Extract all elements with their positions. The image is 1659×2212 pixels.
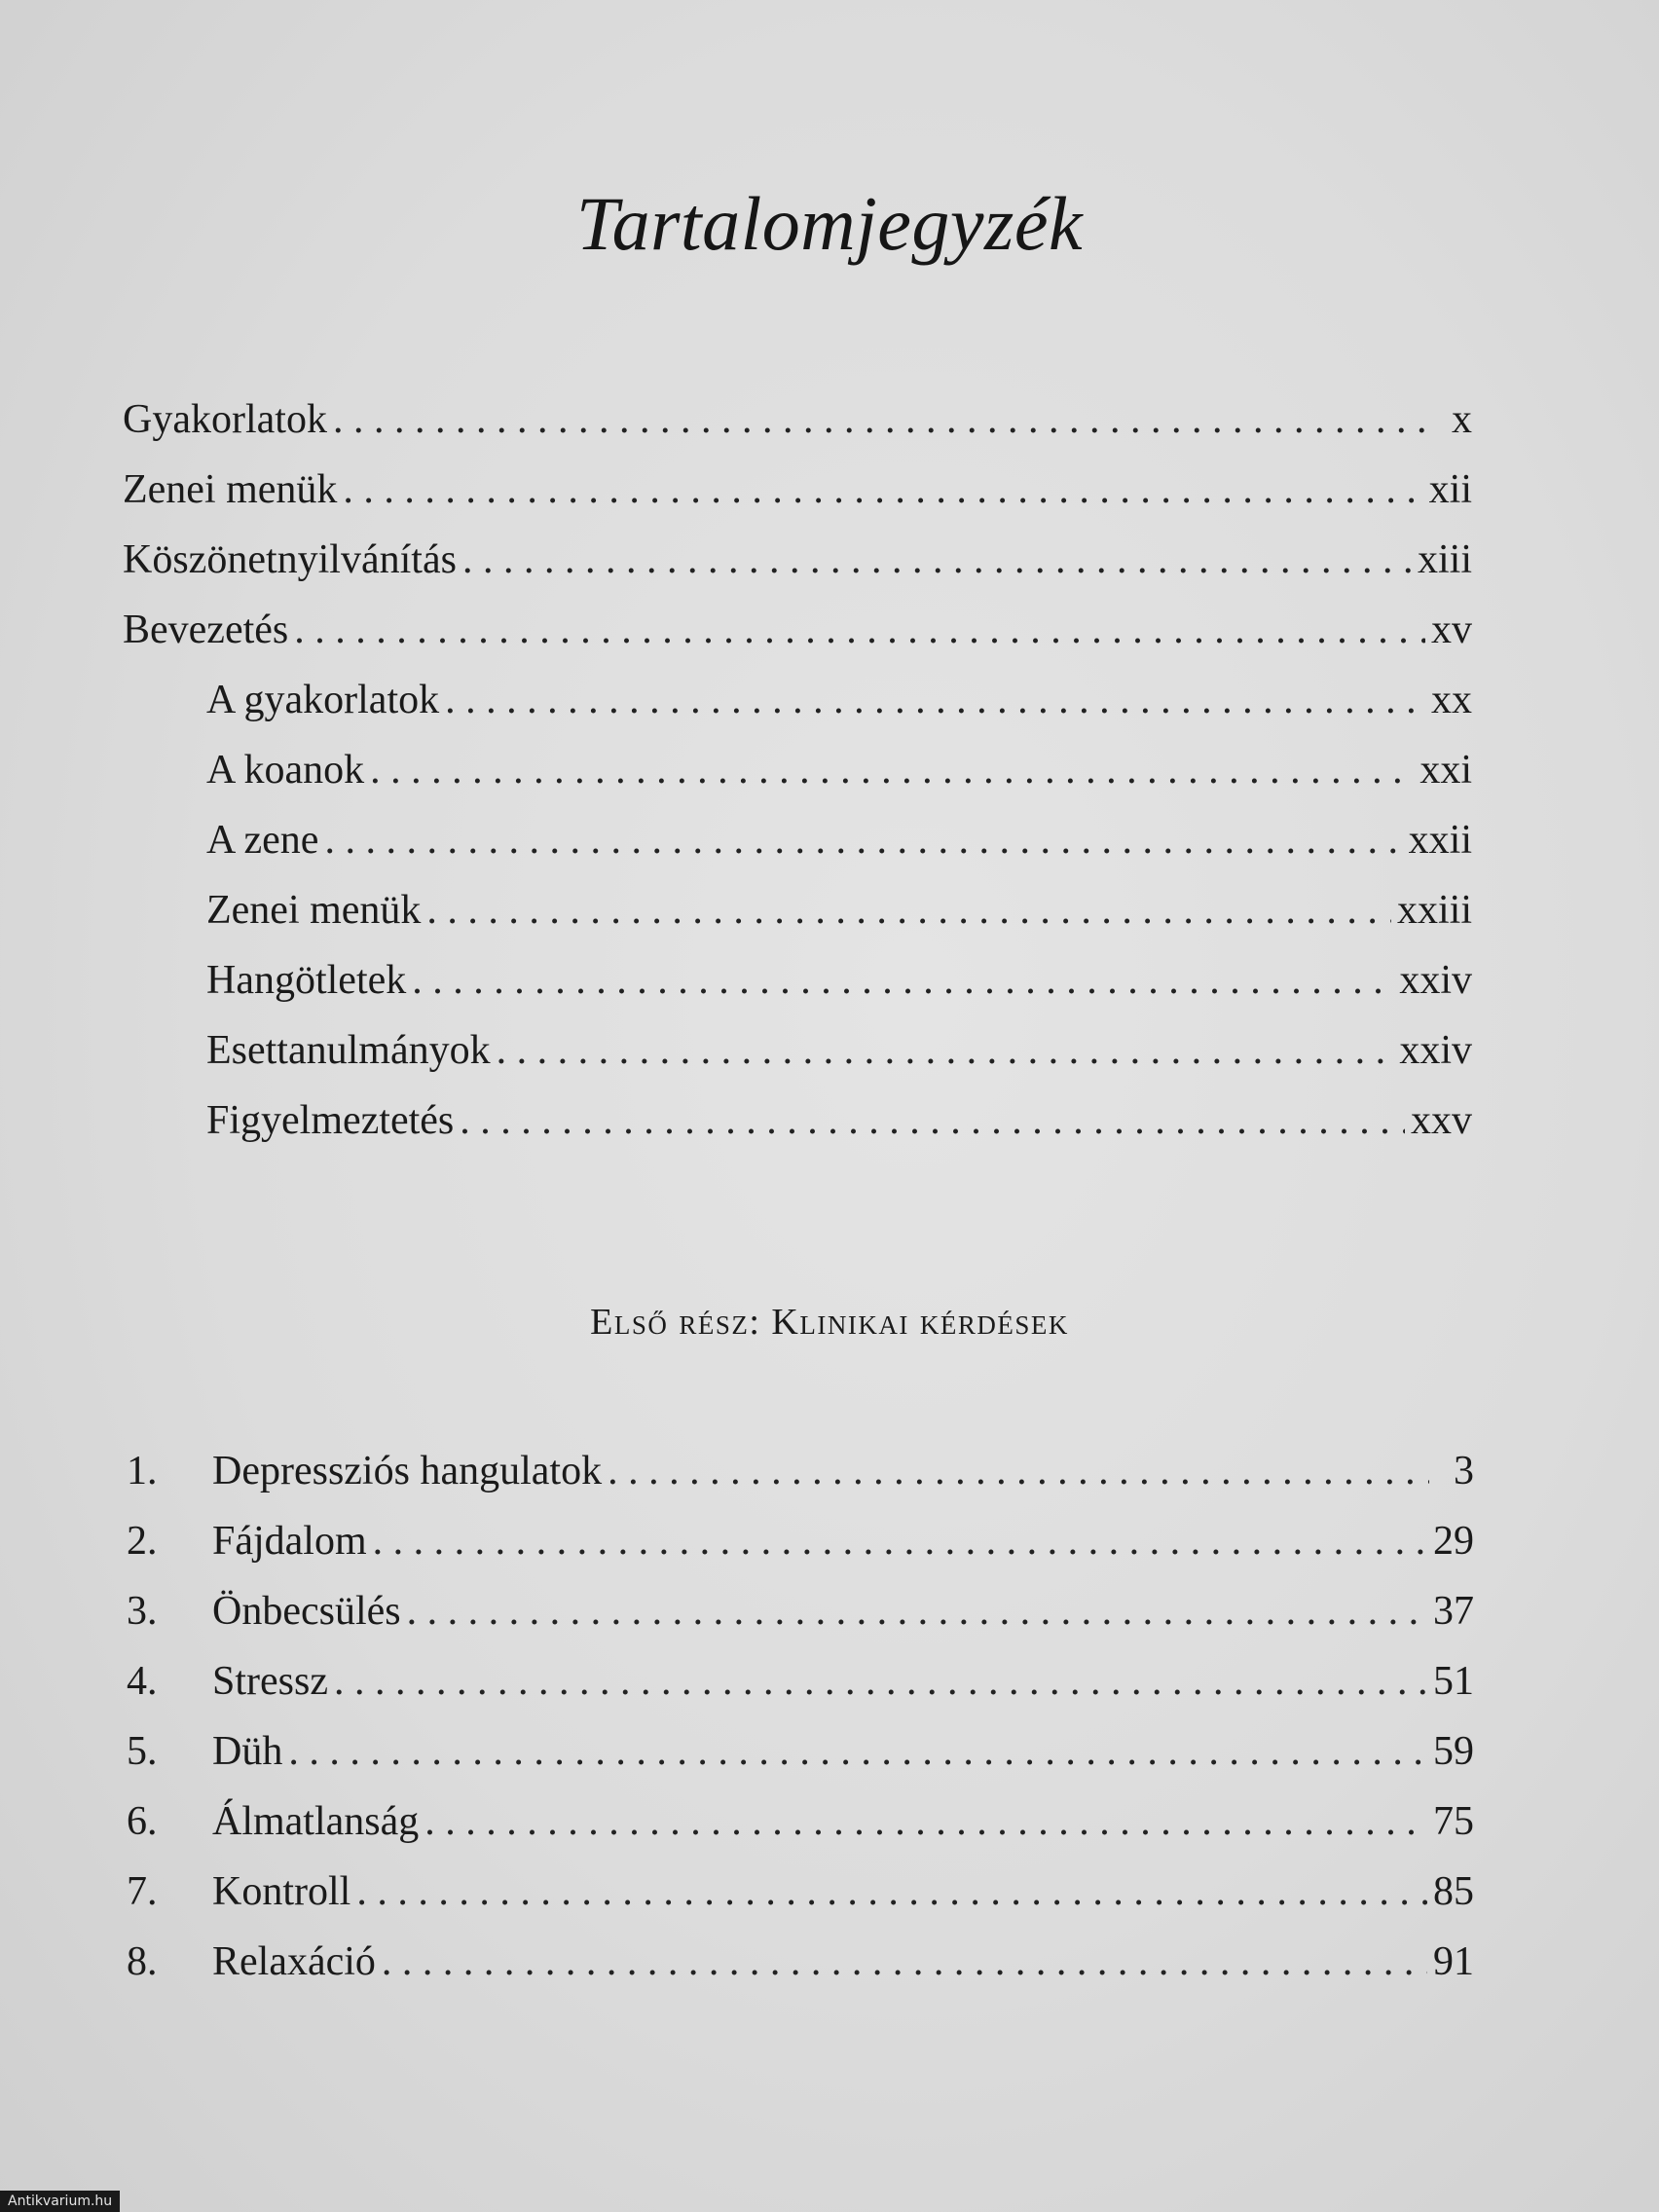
- chapter-title: Depressziós hangulatok: [212, 1449, 603, 1493]
- toc-entry: [123, 455, 1472, 525]
- dot-leader: [288, 1716, 1427, 1787]
- toc-entry-label: Bevezetés: [123, 608, 289, 652]
- toc-entry-label: Gyakorlatok: [123, 397, 327, 442]
- chapter-entry: [127, 1506, 1474, 1576]
- part-heading: Első rész: Klinikai kérdések: [590, 1302, 1069, 1343]
- dot-leader: [497, 1015, 1394, 1086]
- toc-entry-label: Zenei menük: [123, 467, 338, 512]
- chapter-page: 29: [1433, 1519, 1474, 1564]
- dot-leader: [324, 805, 1402, 875]
- toc-entry-page: xxv: [1411, 1098, 1472, 1143]
- toc-subentry: [123, 805, 1472, 875]
- toc-entry-page: xv: [1431, 608, 1472, 652]
- toc-entry-page: xxiv: [1399, 1028, 1472, 1073]
- chapter-entry: [127, 1927, 1474, 1997]
- dot-leader: [412, 945, 1393, 1015]
- dot-leader: [356, 1857, 1427, 1927]
- chapter-number: 1.: [127, 1449, 158, 1493]
- front-matter-list: [123, 385, 1472, 1156]
- chapter-title: Fájdalom: [212, 1519, 367, 1564]
- toc-subentry: [123, 735, 1472, 805]
- toc-entry-page: xx: [1431, 678, 1472, 722]
- dot-leader: [294, 595, 1425, 665]
- chapter-number: 2.: [127, 1519, 158, 1564]
- chapter-title: Álmatlanság: [212, 1799, 420, 1844]
- toc-entry-label: Hangötletek: [206, 958, 407, 1003]
- chapter-title: Relaxáció: [212, 1939, 376, 1984]
- dot-leader: [382, 1927, 1427, 1997]
- toc-entry-label: Zenei menük: [206, 888, 422, 933]
- toc-entry-label: Figyelmeztetés: [206, 1098, 455, 1143]
- toc-entry-label: A zene: [206, 818, 319, 863]
- toc-entry-page: x: [1452, 397, 1472, 442]
- chapter-list: [127, 1436, 1474, 1997]
- chapter-title: Stressz: [212, 1659, 328, 1704]
- dot-leader: [445, 665, 1425, 735]
- chapter-number: 6.: [127, 1799, 158, 1844]
- dot-leader: [426, 875, 1391, 945]
- chapter-number: 7.: [127, 1869, 158, 1914]
- dot-leader: [334, 1646, 1427, 1716]
- dot-leader: [343, 455, 1422, 525]
- toc-entry-label: Esettanulmányok: [206, 1028, 491, 1073]
- toc-entry-page: xxii: [1408, 818, 1472, 863]
- toc-entry-page: xiii: [1417, 537, 1472, 582]
- toc-entry: [123, 385, 1472, 455]
- toc-subentry: [123, 1086, 1472, 1156]
- chapter-entry: [127, 1436, 1474, 1506]
- toc-entry-label: A koanok: [206, 748, 365, 793]
- toc-entry-label: Köszönetnyilvánítás: [123, 537, 457, 582]
- dot-leader: [333, 385, 1427, 455]
- chapter-number: 3.: [127, 1589, 158, 1634]
- toc-entry-page: xxi: [1419, 748, 1472, 793]
- chapter-page: 91: [1433, 1939, 1474, 1984]
- page-title: Tartalomjegyzék: [575, 181, 1084, 266]
- toc-entry: [123, 595, 1472, 665]
- chapter-page: 3: [1454, 1449, 1474, 1493]
- chapter-number: 8.: [127, 1939, 158, 1984]
- dot-leader: [373, 1506, 1427, 1576]
- toc-entry: [123, 525, 1472, 595]
- watermark: Antikvarium.hu: [0, 2191, 120, 2212]
- dot-leader: [460, 1086, 1405, 1156]
- chapter-page: 37: [1433, 1589, 1474, 1634]
- chapter-entry: [127, 1857, 1474, 1927]
- chapter-page: 51: [1433, 1659, 1474, 1704]
- chapter-number: 5.: [127, 1729, 158, 1774]
- chapter-title: Kontroll: [212, 1869, 351, 1914]
- chapter-number: 4.: [127, 1659, 158, 1704]
- toc-subentry: [123, 665, 1472, 735]
- dot-leader: [462, 525, 1412, 595]
- chapter-entry: [127, 1787, 1474, 1857]
- toc-subentry: [123, 1015, 1472, 1086]
- chapter-entry: [127, 1716, 1474, 1787]
- toc-entry-page: xxiii: [1396, 888, 1472, 933]
- toc-entry-page: xii: [1428, 467, 1472, 512]
- chapter-page: 59: [1433, 1729, 1474, 1774]
- dot-leader: [407, 1576, 1427, 1646]
- chapter-entry: [127, 1646, 1474, 1716]
- chapter-page: 75: [1433, 1799, 1474, 1844]
- toc-entry-label: A gyakorlatok: [206, 678, 440, 722]
- chapter-title: Önbecsülés: [212, 1589, 401, 1634]
- toc-subentry: [123, 875, 1472, 945]
- chapter-entry: [127, 1576, 1474, 1646]
- chapter-page: 85: [1433, 1869, 1474, 1914]
- dot-leader: [608, 1436, 1429, 1506]
- toc-subentry: [123, 945, 1472, 1015]
- chapter-title: Düh: [212, 1729, 283, 1774]
- dot-leader: [424, 1787, 1427, 1857]
- dot-leader: [370, 735, 1414, 805]
- toc-entry-page: xxiv: [1399, 958, 1472, 1003]
